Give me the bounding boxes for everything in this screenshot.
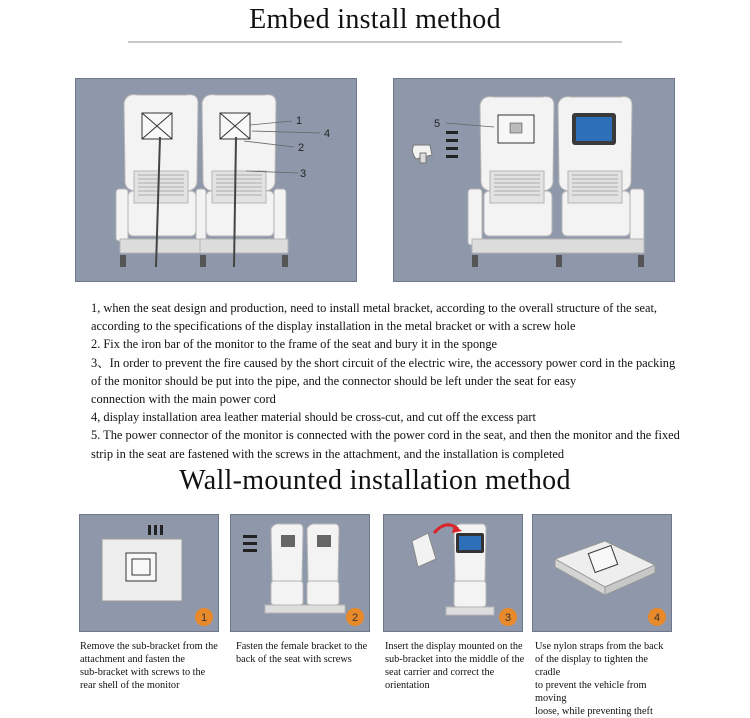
embed-instructions xyxy=(91,299,691,463)
wall-step-4-image xyxy=(532,514,672,632)
instruction-line: 5. The power connector of the monitor is connected with the power cord in the seat, and then the monitor and the fixed xyxy=(91,428,680,443)
callout-4: 4 xyxy=(324,128,331,140)
wall-title: Wall-mounted installation method xyxy=(179,465,571,496)
instruction-line: 3、In order to prevent the fire caused by the short circuit of the electric wire, the accessory power cord in the packing xyxy=(91,355,676,370)
embed-title: Embed install method xyxy=(249,4,501,35)
embed-diagram-left xyxy=(75,78,357,282)
step-badge-2: 2 xyxy=(351,612,359,624)
instruction-line: connection with the main power cord xyxy=(91,392,276,407)
embed-diagram-right xyxy=(393,78,675,282)
step-badge-3: 3 xyxy=(504,612,512,624)
instruction-line: strip in the seat are fastened with the screws in the attachment, and the installation is completed xyxy=(91,446,565,461)
instruction-line: of the monitor should be put into the pipe, and the connector should be left under the seat for easy xyxy=(91,373,577,388)
step-badge-1: 1 xyxy=(200,612,208,624)
wall-step-1-caption: Remove the sub-bracket from the attachment and fasten the sub-bracket with screws to the rear shell of the monitor xyxy=(80,641,218,691)
wall-step-4-caption: Use nylon straps from the back of the display to tighten the cradle to prevent the vehicle from moving loose, while preventing theft xyxy=(535,641,664,717)
instruction-line: 2. Fix the iron bar of the monitor to the frame of the seat and bury it in the sponge xyxy=(91,337,498,352)
wall-step-2-image xyxy=(230,514,370,632)
seat-bracket-illustration xyxy=(76,79,356,281)
wall-step-3-image xyxy=(383,514,523,632)
monitor-install-illustration xyxy=(394,79,674,281)
callout-5: 5 xyxy=(434,118,441,130)
title-divider xyxy=(128,41,622,43)
step-badge-4: 4 xyxy=(653,612,661,624)
instruction-line: according to the specifications of the display installation in the metal bracket or with a screw hole xyxy=(91,319,576,334)
wall-step-1-image xyxy=(79,514,219,632)
wall-step-2-caption: Fasten the female bracket to the back of the seat with screws xyxy=(236,641,368,665)
instruction-line: 4, display installation area leather material should be cross-cut, and cut off the excess part xyxy=(91,410,536,425)
callout-1: 1 xyxy=(296,115,303,127)
callout-3: 3 xyxy=(300,168,307,180)
instruction-line: 1, when the seat design and production, need to install metal bracket, according to the overall structure of the seat, xyxy=(91,301,657,315)
callout-2: 2 xyxy=(298,142,305,154)
wall-step-3-caption: Insert the display mounted on the sub-bracket into the middle of the seat carrier and correct the orientation xyxy=(385,641,525,691)
